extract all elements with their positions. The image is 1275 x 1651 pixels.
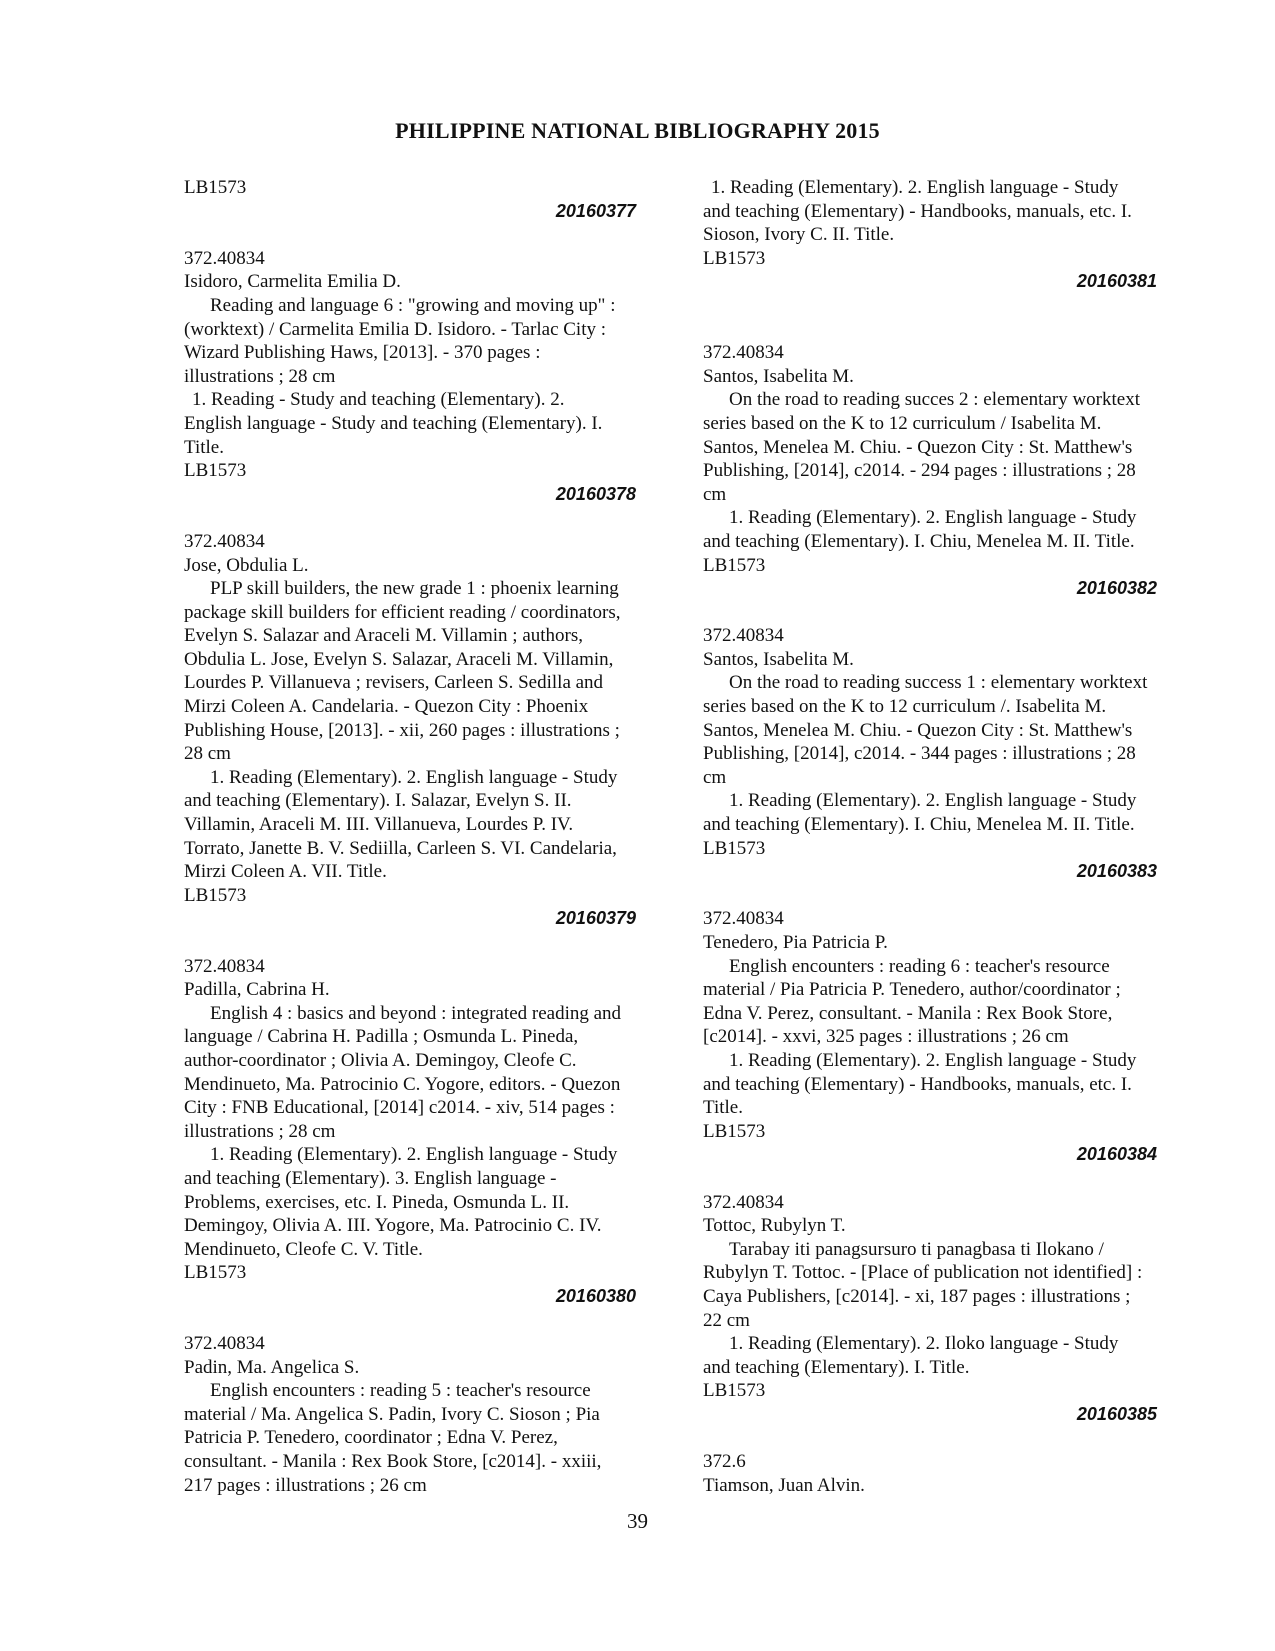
entry-line: Title. (703, 1097, 743, 1119)
entry-line: and teaching (Elementary). I. Chiu, Menelea M. II. Title. (703, 814, 1135, 836)
entry-line: Tottoc, Rubylyn T. (703, 1215, 846, 1237)
entry-line: 372.40834 (703, 625, 784, 647)
entry-line: On the road to reading succes 2 : elementary worktext (729, 389, 1140, 411)
record-id: 20160377 (555, 200, 636, 221)
spacer (703, 1167, 1187, 1191)
entry-line: Tenedero, Pia Patricia P. (703, 932, 888, 953)
entry-line: 372.40834 (703, 908, 784, 930)
entry-line: 217 pages : illustrations ; 26 cm (184, 1474, 427, 1496)
entry-line: English 4 : basics and beyond : integrated reading and (210, 1002, 622, 1024)
entry-line: 372.40834 (184, 247, 265, 269)
entry-line: Isidoro, Carmelita Emilia D. (184, 271, 401, 293)
page-title (0, 118, 1275, 144)
entry-line: 372.40834 (703, 1191, 784, 1213)
entry-line: Publishing, [2014], c2014. - 294 pages : illustrations ; 28 (703, 460, 1136, 482)
entry-line: and teaching (Elementary). I. Title. (703, 1356, 970, 1378)
entry-line: package skill builders for efficient reading / coordinators, (184, 601, 621, 623)
spacer (703, 294, 1187, 341)
spacer (184, 931, 664, 955)
spacer (703, 1426, 1187, 1450)
spacer (184, 506, 664, 530)
entry-line: English encounters : reading 6 : teacher's resource (729, 955, 1110, 977)
entry-line: 372.40834 (184, 530, 265, 552)
entry-line: 1. Reading (Elementary). 2. English language - Study (729, 507, 1137, 529)
entry-line: 372.40834 (184, 955, 265, 977)
entry-line: Obdulia L. Jose, Evelyn S. Salazar, Araceli M. Villamin, (184, 648, 614, 670)
entry-line: Santos, Isabelita M. (703, 365, 854, 387)
spacer (703, 884, 1187, 908)
record-id: 20160382 (1076, 578, 1157, 599)
entry-line: Villamin, Araceli M. III. Villanueva, Lourdes P. IV. (184, 814, 574, 836)
spacer (184, 223, 664, 247)
entry-line: cm (703, 483, 727, 505)
entry-line: author-coordinator ; Olivia A. Demingoy, Cleofe C. (184, 1049, 577, 1071)
entry-line: illustrations ; 28 cm (184, 365, 336, 387)
entry-line: series based on the K to 12 curriculum /. Isabelita M. (703, 696, 1107, 718)
right-column (703, 176, 1187, 1497)
entry-line: 372.40834 (184, 1333, 265, 1355)
entry-line: 372.40834 (703, 342, 784, 364)
entry-line: and teaching (Elementary) - Handbooks, manuals, etc. I. (703, 200, 1132, 222)
entry-line: Torrato, Janette B. V. Sediilla, Carleen S. VI. Candelaria, (184, 837, 617, 859)
entry-line: Jose, Obdulia L. (184, 554, 309, 576)
entry-line: [c2014]. - xxvi, 325 pages : illustrations ; 26 cm (703, 1026, 1069, 1048)
entry-line: Wizard Publishing Haws, [2013]. - 370 pages : (184, 342, 541, 364)
entry-line: 1. Reading (Elementary). 2. English language - Study (729, 790, 1137, 812)
entry-line: LB1573 (703, 247, 766, 269)
record-id: 20160385 (1076, 1403, 1157, 1424)
entry-line: Lourdes P. Villanueva ; revisers, Carleen S. Sedilla and (184, 672, 604, 694)
entry-line: and teaching (Elementary). 3. English language - (184, 1167, 557, 1189)
entry-line: Padilla, Cabrina H. (184, 979, 330, 1001)
entry-line: 1. Reading (Elementary). 2. Iloko language - Study (729, 1333, 1119, 1355)
entry-line: Publishing House, [2013]. - xii, 260 pages : illustrations ; (184, 719, 620, 741)
entry-line: Padin, Ma. Angelica S. (184, 1356, 360, 1378)
entry-line: Patricia P. Tenedero, coordinator ; Edna V. Perez, (184, 1427, 558, 1449)
entry-line: Santos, Isabelita M. (703, 648, 854, 670)
entry-line: 1. Reading (Elementary). 2. English language - Study (210, 766, 618, 788)
entry-line: Edna V. Perez, consultant. - Manila : Rex Book Store, (703, 1002, 1113, 1024)
entry-line: Title. (184, 436, 224, 458)
record-id: 20160383 (1076, 861, 1157, 882)
entry-line: LB1573 (184, 884, 247, 906)
page-number-text: 39 (627, 1509, 648, 1533)
entry-line: (worktext) / Carmelita Emilia D. Isidoro. - Tarlac City : (184, 318, 607, 340)
record-id: 20160378 (555, 483, 636, 504)
entry-line: series based on the K to 12 curriculum / Isabelita M. (703, 412, 1102, 434)
entry-line: Sioson, Ivory C. II. Title. (703, 224, 895, 246)
entry-line: Santos, Menelea M. Chiu. - Quezon City : St. Matthew's (703, 436, 1133, 458)
page-number (0, 1509, 1275, 1534)
entry-line: illustrations ; 28 cm (184, 1120, 336, 1142)
entry-line: language / Cabrina H. Padilla ; Osmunda L. Pineda, (184, 1026, 579, 1048)
record-id: 20160381 (1076, 271, 1157, 292)
entry-line: LB1573 (703, 554, 766, 576)
entry-line: On the road to reading success 1 : elementary worktext (729, 672, 1148, 694)
entry-line: cm (703, 766, 727, 788)
entry-line: Santos, Menelea M. Chiu. - Quezon City : St. Matthew's (703, 719, 1133, 741)
entry-line: Mirzi Coleen A. VII. Title. (184, 861, 387, 883)
entry-line: material / Pia Patricia P. Tenedero, author/coordinator ; (703, 979, 1121, 1001)
entry-line: Mendinueto, Ma. Patrocinio C. Yogore, editors. - Quezon (184, 1073, 621, 1095)
entry-line: English language - Study and teaching (Elementary). I. (184, 412, 603, 434)
spacer (703, 601, 1187, 625)
entry-line: 28 cm (184, 743, 231, 765)
entry-line: Publishing, [2014], c2014. - 344 pages : illustrations ; 28 (703, 743, 1136, 765)
entry-line: LB1573 (703, 837, 766, 859)
page-title-text: PHILIPPINE NATIONAL BIBLIOGRAPHY 2015 (395, 118, 880, 143)
left-column (184, 176, 664, 1497)
entry-line: Caya Publishers, [c2014]. - xi, 187 pages : illustrations ; (703, 1285, 1131, 1307)
entry-line: material / Ma. Angelica S. Padin, Ivory C. Sioson ; Pia (184, 1403, 600, 1425)
entry-line: 1. Reading (Elementary). 2. English language - Study (210, 1144, 618, 1166)
record-id: 20160384 (1076, 1144, 1157, 1165)
entry-line: Mendinueto, Cleofe C. V. Title. (184, 1238, 423, 1260)
entry-line: LB1573 (184, 177, 247, 198)
entry-line: Tarabay iti panagsursuro ti panagbasa ti Ilokano / (729, 1238, 1104, 1260)
entry-line: Demingoy, Olivia A. III. Yogore, Ma. Patrocinio C. IV. (184, 1215, 602, 1237)
entry-line: and teaching (Elementary). I. Chiu, Menelea M. II. Title. (703, 530, 1135, 552)
entry-line: 22 cm (703, 1309, 750, 1331)
entry-line: LB1573 (184, 1262, 247, 1284)
entry-line: Reading and language 6 : "growing and moving up" : (210, 294, 616, 316)
entry-line: Problems, exercises, etc. I. Pineda, Osmunda L. II. (184, 1191, 570, 1213)
entry-line: LB1573 (184, 460, 247, 482)
entry-line: English encounters : reading 5 : teacher's resource (210, 1380, 591, 1402)
record-id: 20160380 (555, 1285, 636, 1306)
entry-line: Evelyn S. Salazar and Araceli M. Villamin ; authors, (184, 625, 583, 647)
record-id: 20160379 (555, 908, 636, 929)
entry-line: consultant. - Manila : Rex Book Store, [c2014]. - xxiii, (184, 1451, 602, 1473)
entry-line: 372.6 (703, 1451, 746, 1473)
entry-line: 1. Reading (Elementary). 2. English language - Study (729, 1049, 1137, 1071)
entry-line: and teaching (Elementary). I. Salazar, Evelyn S. II. (184, 790, 572, 812)
entry-line: City : FNB Educational, [2014] c2014. - xiv, 514 pages : (184, 1097, 615, 1119)
entry-line: Mirzi Coleen A. Candelaria. - Quezon City : Phoenix (184, 696, 589, 718)
entry-line: 1. Reading - Study and teaching (Elementary). 2. (192, 389, 565, 411)
entry-line: LB1573 (703, 1120, 766, 1142)
entry-line: LB1573 (703, 1380, 766, 1402)
entry-line: and teaching (Elementary) - Handbooks, manuals, etc. I. (703, 1073, 1132, 1095)
entry-line: 1. Reading (Elementary). 2. English language - Study (711, 177, 1119, 198)
spacer (184, 1309, 664, 1333)
entry-line: Tiamson, Juan Alvin. (703, 1474, 865, 1496)
entry-line: PLP skill builders, the new grade 1 : phoenix learning (210, 578, 619, 600)
entry-line: Rubylyn T. Tottoc. - [Place of publication not identified] : (703, 1262, 1143, 1284)
